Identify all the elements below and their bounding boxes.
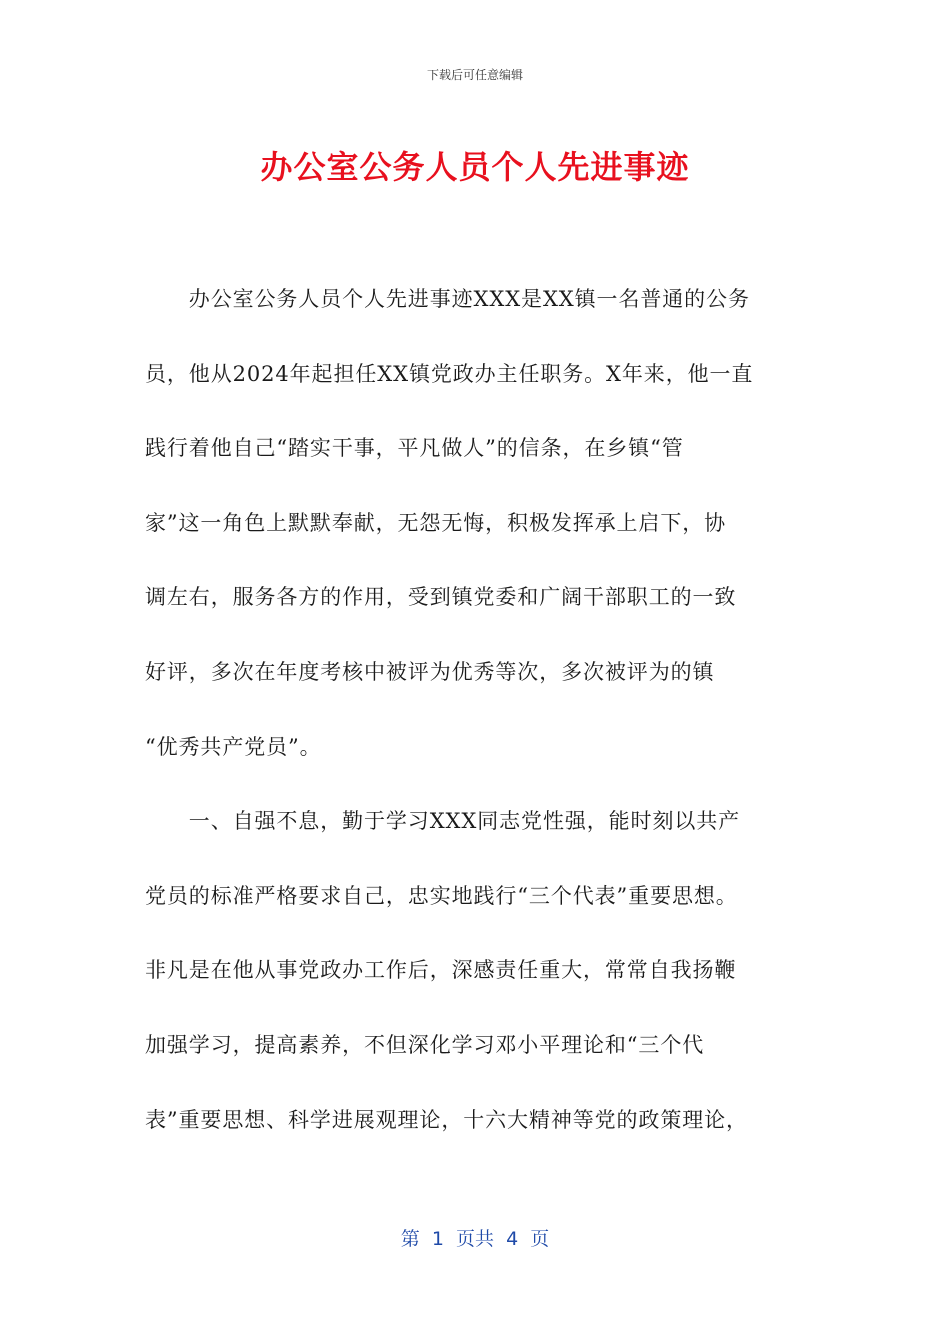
- body-line: “优秀共产党员”。: [145, 734, 322, 759]
- body-line: 表”重要思想、科学进展观理论，十六大精神等党的政策理论，: [145, 1107, 748, 1132]
- document-title: 办公室公务人员个人先进事迹: [260, 148, 690, 186]
- body-line: 员，他从2024年起担任XX镇党政办主任职务。X年来，他一直: [145, 361, 754, 386]
- body-line: 调左右，服务各方的作用，受到镇党委和广阔干部职工的一致: [145, 585, 737, 610]
- document-body: [145, 262, 807, 1157]
- body-line: 好评，多次在年度考核中被评为优秀等次，多次被评为的镇: [145, 659, 715, 684]
- body-line: 党员的标准严格要求自己，忠实地践行“三个代表”重要思想。: [145, 883, 738, 908]
- body-line: 非凡是在他从事党政办工作后，深感责任重大，常常自我扬鞭: [145, 958, 737, 983]
- body-line: 加强学习，提高素养，不但深化学习邓小平理论和“三个代: [145, 1032, 705, 1057]
- page-number-footer: 第 1 页共 4 页: [400, 1228, 550, 1250]
- body-line: 家”这一角色上默默奉献，无怨无悔，积极发挥承上启下，协: [145, 510, 727, 535]
- body-line: 办公室公务人员个人先进事迹XXX是XX镇一名普通的公务: [145, 287, 750, 311]
- body-line: 一、自强不息，勤于学习XXX同志党性强，能时刻以共产: [145, 809, 741, 834]
- body-line: 践行着他自己“踏实干事，平凡做人”的信条，在乡镇“管: [145, 436, 684, 461]
- header-note: 下载后可任意编辑: [426, 68, 523, 82]
